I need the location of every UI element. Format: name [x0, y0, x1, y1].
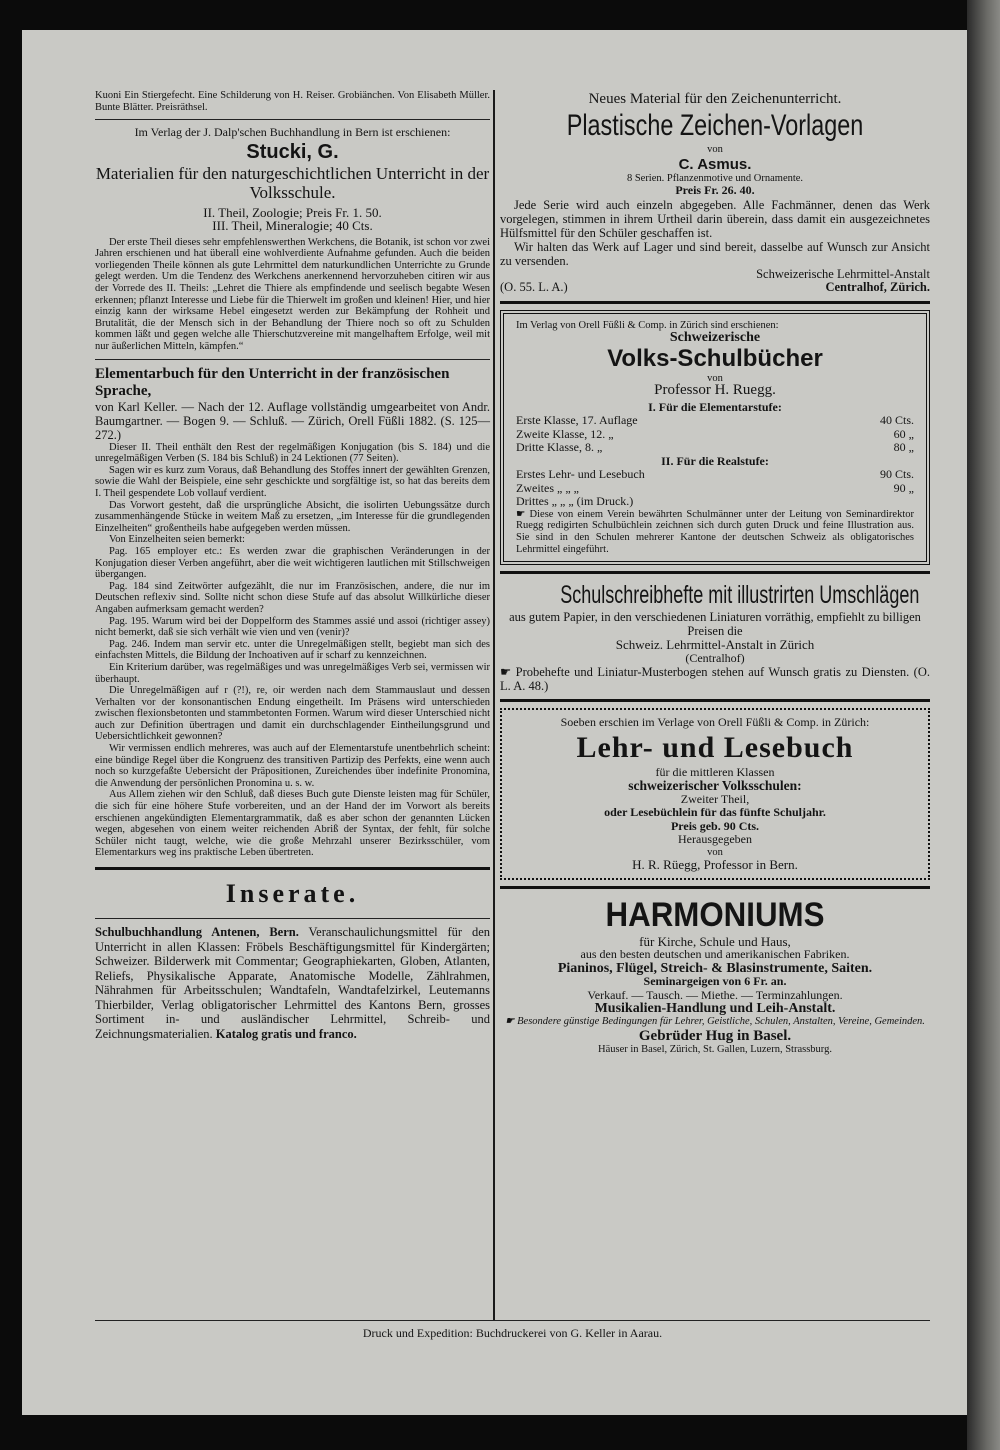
review-paragraph: Pag. 165 employer etc.: Es werden zwar die graphischen Veränderungen in der Konjugation dieser Verben angeführt, aber die weit wichtigeren lautlichen mit Stillschweigen übergangen. — [95, 545, 490, 581]
lesebuch-author: H. R. Rüegg, Professor in Bern. — [632, 857, 798, 873]
review-paragraph: Die Unregelmäßigen auf r (?!), re, oir werden nach dem Stammauslaut und dessen Verhalten vor der konsonantischen Endung eingetheilt. Im Präsens wird unterschieden zwischen flexionsbetonten und stammbetonten Formen. Warum wird dieser Unterschied nicht auch zur Definition übertragen und damit ein durchschlagender Eintheilungsgrund und Uebersichtlichkeit gewonnen? — [95, 685, 490, 743]
ruegg-row-price: 60 „ — [893, 426, 914, 441]
review-paragraph: Dieser II. Theil enthält den Rest der regelmäßigen Konjugation (bis S. 184) und die unregelmäßigen Verben (S. 184 bis Schluß) in 24 Lektionen (77 Seiten). — [95, 441, 490, 465]
asmus-body-2: Wir halten das Werk auf Lager und sind bereit, dasselbe auf Wunsch zur Ansicht zu versenden. — [500, 239, 930, 268]
ruegg-von: von — [707, 372, 723, 384]
ruegg-row-label: Zweite Klasse, 12. „ — [516, 426, 614, 441]
ruegg-ad-frame — [500, 310, 930, 566]
hefte-tail: Probehefte und Liniatur-Musterbogen stehen auf Wunsch gratis zu Diensten. — [515, 665, 910, 680]
hefte-body: aus gutem Papier, in den verschiedenen Liniaturen vorräthig, empfiehlt zu billigen Preisen die — [509, 610, 921, 639]
hefte-tail-line — [500, 665, 930, 693]
right-column — [500, 90, 930, 1056]
pointing-hand-icon: ☛ — [516, 508, 530, 520]
review-paragraph: Aus Allem ziehen wir den Schluß, daß dieses Buch gute Dienste leisten mag für Schüler, die sich für eine höhere Stufe vorbereiten, und an der Hand der im Vorwort als bereits erschienen angekündigten Elementargrammatik, daß es aber schon der genannten Lücken wegen, abgesehen von einem weiter reichenden Abriß der Syntax, der fehlt, für solche Schüler nicht taugt, welche, wie die große Mehrzahl unserer Bezirksschüler, vom Elementarkurs weg ins praktische Leben übertreten. — [95, 789, 490, 859]
asmus-author: C. Asmus. — [678, 155, 752, 173]
ruegg-note-line — [516, 509, 914, 555]
review-paragraph: Pag. 195. Warum wird bei der Doppelform des Stammes assié und assoi (richtiger assey) nicht bemerkt, daß sie sich verhält wie vien und ven (venir)? — [95, 615, 490, 639]
asmus-footer-row — [500, 281, 930, 295]
lesebuch-line: von — [707, 846, 723, 858]
left-column — [95, 90, 490, 1041]
antenen-tail: Katalog gratis und franco. — [215, 1026, 357, 1041]
stucki-part-3: III. Theil, Mineralogie; 40 Cts. — [212, 218, 373, 234]
lesebuch-line: Herausgegeben — [678, 832, 752, 847]
hefte-title: Schulschreibhefte mit illustrirten Umschlägen — [560, 581, 920, 610]
review-paragraph: Von Einzelheiten seien bemerkt: — [109, 534, 245, 546]
stucki-author: Stucki, G. — [246, 140, 339, 163]
review-paragraph: Sagen wir es kurz zum Voraus, daß Behandlung des Stoffes innert der gewählten Grenzen, sowie die Wahl der Beispiele, eine sehr geschickte und sorgfältige ist, so hat das bereits dem I. Theil gespendete Lob vollauf verdient. — [95, 464, 490, 499]
hug-firm: Gebrüder Hug in Basel. — [638, 1028, 792, 1045]
hug-line: Musikalien-Handlung und Leih-Anstalt. — [594, 1001, 836, 1017]
asmus-von: von — [707, 144, 723, 155]
ruegg-row-label: Dritte Klasse, 8. „ — [516, 440, 603, 455]
inserate-heading: Inserate. — [225, 879, 360, 908]
lesebuch-line: oder Lesebüchlein für das fünfte Schuljahr. — [604, 805, 826, 820]
asmus-title: Plastische Zeichen-Vorlagen — [566, 109, 864, 142]
review-paragraph: Wir vermissen endlich mehreres, was auch auf der Elementarstufe unentbehrlich scheint: eine bündige Regel über die Kongruenz des transitiven Partizip des Perfekts, eine wenn auch noch so kurzgefaßte Uebersicht der Präpositionen, Zureichendes über indefinite Pronomina, die Anwendung der persönlichen Pronomina u. s. w. — [95, 743, 490, 789]
ruegg-row-label: Zweites „ „ „ — [516, 480, 579, 495]
review-paragraph: Pag. 246. Indem man servir etc. unter die Unregelmäßigen stellt, begiebt man sich des einfachsten Mittels, die Bildung der Inchoativen auf ir scharf zu kennzeichnen. — [95, 638, 490, 662]
ruegg-row-price: 90 „ — [893, 480, 914, 495]
hug-line: für Kirche, Schule und Haus, — [639, 933, 791, 949]
stucki-part-2: II. Theil, Zoologie; Preis Fr. 1. 50. — [203, 204, 382, 220]
hefte-firm: Schweiz. Lehrmittel-Anstalt in Zürich — [615, 637, 815, 653]
hug-line: aus den besten deutschen und amerikanischen Fabriken. — [580, 947, 850, 962]
hug-note: Besondere günstige Bedingungen für Lehrer, Geistliche, Schulen, Anstalten, Vereine, Gemeinden. — [517, 1015, 925, 1027]
section-rule — [500, 301, 930, 304]
review-title: Elementarbuch für den Unterricht in der französischen Sprache, — [95, 365, 450, 399]
antenen-lead: Schulbuchhandlung Antenen, Bern. — [95, 925, 299, 939]
section-rule — [500, 571, 930, 574]
hug-title: HARMONIUMS — [605, 895, 825, 934]
pointing-hand-icon: ☛ — [505, 1015, 518, 1027]
lesebuch-line: Zweiter Theil, — [680, 791, 750, 806]
lesebuch-line: für die mittleren Klassen — [655, 764, 775, 779]
ruegg-title: Volks-Schulbücher — [607, 344, 823, 372]
lesebuch-title: Lehr- und Lesebuch — [576, 730, 854, 764]
ruegg-section-2: II. Für die Realstufe: — [661, 453, 769, 468]
hug-note-line — [500, 1016, 930, 1028]
ruegg-row-label: Erste Klasse, 17. Auflage — [516, 413, 638, 428]
ruegg-section-1: I. Für die Elementarstufe: — [648, 399, 782, 414]
hefte-sub: (Centralhof) — [685, 650, 745, 665]
ruegg-row — [516, 495, 914, 509]
stucki-title: Materialien für den naturgeschichtlichen Unterricht in der Volksschule. — [95, 163, 490, 202]
divider — [95, 918, 490, 919]
book-spine — [967, 0, 1000, 1450]
asmus-body: Jede Serie wird auch einzeln abgegeben. Alle Fachmänner, denen das Werk vorgelegen, stimmen in ihrem Urtheil darin überein, dass damit ein ausgezeichnetes Hülfsmittel für den Schüler geschaffen ist. — [500, 197, 930, 240]
antenen-body: Veranschaulichungsmittel für den Unterricht in allen Klassen: Fröbels Beschäftigungsmittel für Kindergärten; Schweizer. Bilderwerk mit Commentar; Geographiekarten, Globen, Atlanten, Reliefs, Physikalische Apparate, Anatomische Modelle, Zählrahmen, Nährahmen für Arbeitsschulen; Wandtafeln, Wandtafelzirkel, Leutemanns Thierbilder, Verlag obligatorischer Lehrmittel des Kantons Bern, grosses Sortiment in- und ausländischer Lehrmittel, Schreib- und Zeichnungsmaterialien. — [95, 925, 490, 1041]
asmus-headline: Neues Material für den Zeichenunterricht. — [588, 91, 842, 107]
asmus-code: (O. 55. L. A.) — [500, 280, 568, 295]
hefte-code: (O. L. A. 48.) — [500, 665, 930, 694]
ruegg-row-price: 80 „ — [893, 440, 914, 455]
asmus-address: Centralhof, Zürich. — [825, 280, 930, 295]
ruegg-row — [516, 482, 914, 496]
hug-line: Pianinos, Flügel, Streich- & Blasinstrumente, Saiten. — [557, 960, 873, 976]
stucki-body: Der erste Theil dieses sehr empfehlenswerthen Werkchens, die Botanik, ist schon vor zwei Jahren erschienen und hat überall eine wohlverdiente Aufnahme gefunden. Auch die beiden vorliegenden Theile können als gute Lehrmittel dem naturkundlichen Unterrichte zu Grunde gelegt werden. Um die Tendenz des Werkchens anerkennend hervorzuheben citiren wir aus der Vorrede des II. Theils: „Lehret die Thiere als empfindende und seelisch begabte Wesen erkennen; pflanzt Interesse und Liebe für die Thierwelt im großen und kleinen! Hier, und hier einzig kann der wirksame Hebel eingesetzt werden zur Bekämpfung der Rohheit und Brutalität, die der Mensch sich in der Behandlung der Thiere noch so oft zu Schulden kommen läßt und gegen welche alle Thierschutzvereine mit mangelhaftem Erfolge, weil mit nur äußerlichen Mitteln, kämpfen.“ — [95, 236, 490, 353]
review-paragraph: Pag. 184 sind Zeitwörter aufgezählt, die nur im Französischen, andere, die nur im Deutschen reflexiv sind. Sollte nicht schon diese Stufe auf das absolut Willkürliche dieser Angaben aufmerksam gemacht werden? — [95, 580, 490, 615]
column-divider — [493, 90, 495, 1320]
stucki-intro: Im Verlag der J. Dalp'schen Buchhandlung in Bern ist erschienen: — [134, 125, 451, 140]
asmus-series: 8 Serien. Pflanzenmotive und Ornamente. — [626, 172, 804, 184]
asmus-price: Preis Fr. 26. 40. — [675, 183, 755, 198]
review-paragraph: Ein Kriterium darüber, was regelmäßiges und was unregelmäßiges Verb sei, vermissen wir überhaupt. — [95, 661, 490, 685]
lesebuch-price: Preis geb. 90 Cts. — [670, 818, 760, 833]
ruegg-row — [516, 468, 914, 482]
ruegg-row-price: 90 Cts. — [879, 467, 914, 482]
ruegg-row-price: 40 Cts. — [879, 413, 914, 428]
ruegg-row-label: Drittes „ „ „ (im Druck.) — [516, 494, 634, 509]
ruegg-intro: Im Verlag von Orell Füßli & Comp. in Zürich sind erschienen: — [516, 319, 779, 331]
antenen-ad — [95, 925, 490, 1041]
ruegg-note: Diese von einem Verein bewährten Schulmänner unter der Leitung von Seminardirektor Ruegg redigirten Schulbüchlein zeichnen sich durch guten Druck und feine Illustration aus. Sie sind in den Schulen mehrerer Kantone der deutschen Schweiz als obligatorisches Lehrmittel eingeführt. — [516, 508, 914, 555]
ruegg-row — [516, 428, 914, 442]
hug-branches: Häuser in Basel, Zürich, St. Gallen, Luzern, Strassburg. — [598, 1043, 832, 1055]
top-line: Kuoni Ein Stiergefecht. Eine Schilderung von H. Reiser. Grobiänchen. Von Elisabeth Müller. Bunte Blätter. Preisräthsel. — [95, 90, 490, 113]
asmus-publisher: Schweizerische Lehrmittel-Anstalt — [756, 266, 930, 281]
lesebuch-line: schweizerischer Volksschulen: — [628, 778, 802, 794]
ruegg-row — [516, 414, 914, 428]
review-byline: von Karl Keller. — Nach der 12. Auflage vollständig umgearbeitet von Andr. Baumgartner. — Bogen 9. — Schluß. — Zürich, Orell Füßli 1882. (S. 125—272.) — [95, 399, 490, 442]
hug-line: Verkauf. — Tausch. — Miethe. — Terminzahlungen. — [587, 987, 843, 1002]
divider — [95, 119, 490, 120]
imprint: Druck und Expedition: Buchdruckerei von G. Keller in Aarau. — [362, 1326, 663, 1340]
ruegg-row-label: Erstes Lehr- und Lesebuch — [516, 467, 645, 482]
footer-rule — [95, 1320, 930, 1321]
pointing-hand-icon: ☛ — [500, 665, 516, 680]
section-rule — [500, 886, 930, 889]
lesebuch-intro: Soeben erschien im Verlage von Orell Füßli & Comp. in Zürich: — [560, 715, 870, 730]
ruegg-kicker: Schweizerische — [669, 330, 761, 346]
ruegg-author: Professor H. Ruegg. — [654, 382, 776, 399]
divider — [95, 359, 490, 360]
section-rule — [95, 867, 490, 870]
section-rule — [500, 699, 930, 702]
review-paragraph: Das Vorwort gesteht, daß die ursprüngliche Absicht, die isolirten Uebungssätze durch zusammenhängende Stücke in weitem Maß zu ersetzen, „im Interesse für die grundlegenden Einzelheiten“ großentheils habe aufgegeben werden müssen. — [95, 499, 490, 534]
hug-line: Seminargeigen von 6 Fr. an. — [643, 974, 787, 989]
lesebuch-ad — [500, 708, 930, 880]
ruegg-row — [516, 441, 914, 455]
